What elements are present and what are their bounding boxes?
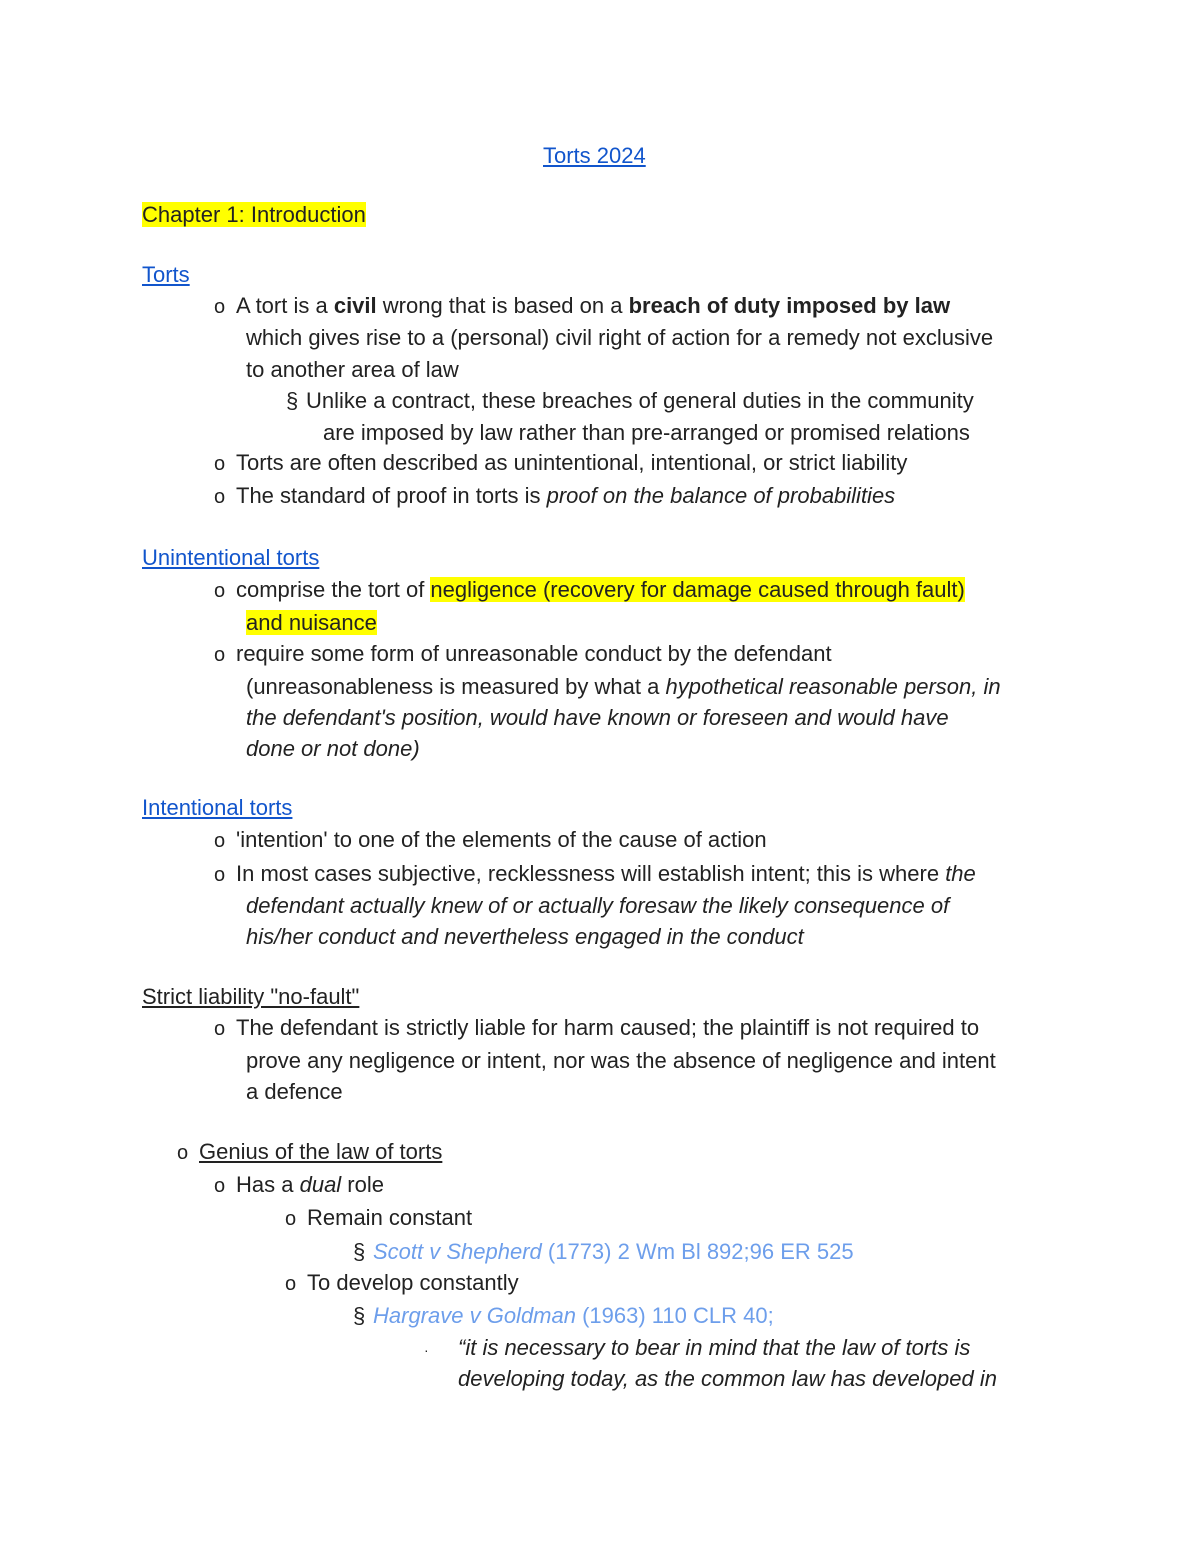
section-bullet-icon: §: [286, 388, 299, 413]
bullet-o-icon: o: [214, 1018, 226, 1040]
bullet-text-italic: dual: [299, 1172, 342, 1197]
unintentional-bullet-1: [214, 577, 965, 604]
case-name: Scott v Shepherd: [373, 1239, 542, 1264]
intentional-bullet-2-line-3: his/her conduct and nevertheless engaged in the conduct: [246, 924, 804, 949]
unintentional-bullet-2-line-2: [246, 674, 1001, 700]
torts-bullet-1-line-3: to another area of law: [246, 357, 459, 382]
unintentional-bullet-2: [214, 641, 832, 668]
bullet-o-icon: o: [214, 296, 226, 318]
section-heading-strict-liability: Strict liability "no-fault": [142, 984, 360, 1009]
case-citation: (1773) 2 Wm Bl 892;96 ER 525: [541, 1239, 854, 1264]
bullet-o-icon: o: [214, 864, 226, 886]
chapter-heading-text: Chapter 1: Introduction: [142, 202, 366, 227]
torts-bullet-3: [214, 483, 895, 510]
case-citation: (1963) 110 CLR 40;: [575, 1303, 774, 1328]
bullet-text: Torts are often described as unintentional, intentional, or strict liability: [236, 450, 908, 475]
bullet-o-icon: o: [285, 1273, 297, 1295]
intentional-bullet-2: [214, 861, 976, 888]
case-hargrave-v-goldman: [353, 1303, 774, 1329]
genius-heading: [177, 1139, 442, 1166]
dot-bullet-icon: ·: [424, 1342, 429, 1358]
bullet-text: To develop constantly: [307, 1270, 519, 1295]
section-bullet-icon: §: [353, 1239, 366, 1264]
quote-line-1: [424, 1335, 970, 1363]
genius-dual-role: [214, 1172, 384, 1199]
bullet-o-icon: o: [214, 453, 226, 475]
section-heading-unintentional-torts[interactable]: Unintentional torts: [142, 545, 320, 570]
genius-heading-text: Genius of the law of torts: [199, 1139, 443, 1164]
bullet-o-icon: o: [285, 1208, 297, 1230]
bullet-text: The standard of proof in torts is: [236, 483, 547, 508]
bullet-text: comprise the tort of: [236, 577, 431, 602]
bullet-o-icon: o: [214, 830, 226, 852]
quote-text: “it is necessary to bear in mind that the law of torts is: [458, 1335, 971, 1360]
section-bullet-icon: §: [353, 1303, 366, 1328]
case-name: Hargrave v Goldman: [373, 1303, 576, 1328]
strict-bullet-1-line-2: prove any negligence or intent, nor was the absence of negligence and intent: [246, 1048, 996, 1073]
torts-bullet-1-line-2: which gives rise to a (personal) civil right of action for a remedy not exclusive: [246, 325, 994, 350]
bullet-text-bold: breach of duty imposed by law: [628, 293, 951, 318]
section-heading-torts[interactable]: Torts: [142, 262, 190, 287]
bullet-text-italic: the: [945, 861, 976, 886]
bullet-o-icon: o: [177, 1142, 189, 1164]
strict-bullet-1: [214, 1015, 979, 1042]
bullet-text-highlight: negligence (recovery for damage caused through fault): [430, 577, 965, 602]
bullet-o-icon: o: [214, 486, 226, 508]
chapter-heading: [142, 202, 366, 228]
genius-develop-constantly: [285, 1270, 519, 1297]
intentional-bullet-2-line-2: defendant actually knew of or actually foresaw the likely consequence of: [246, 893, 950, 918]
bullet-text: In most cases subjective, recklessness will establish intent; this is where: [236, 861, 946, 886]
bullet-text: wrong that is based on a: [376, 293, 629, 318]
bullet-text: require some form of unreasonable conduct by the defendant: [236, 641, 832, 666]
torts-bullet-2: [214, 450, 907, 477]
bullet-o-icon: o: [214, 580, 226, 602]
bullet-text: 'intention' to one of the elements of the cause of action: [236, 827, 767, 852]
bullet-text: Remain constant: [307, 1205, 473, 1230]
bullet-o-icon: o: [214, 1175, 226, 1197]
bullet-text: role: [341, 1172, 384, 1197]
torts-bullet-1: [214, 293, 950, 320]
case-scott-v-shepherd: [353, 1239, 854, 1265]
bullet-text-italic: hypothetical reasonable person, in: [665, 674, 1001, 699]
section-heading-intentional-torts[interactable]: Intentional torts: [142, 795, 293, 820]
bullet-o-icon: o: [214, 644, 226, 666]
quote-line-2: developing today, as the common law has developed in: [458, 1366, 997, 1391]
torts-subbullet-1: [286, 388, 974, 414]
torts-subbullet-1-line-2: are imposed by law rather than pre-arranged or promised relations: [323, 420, 970, 445]
unintentional-bullet-1-line-2: [246, 610, 377, 636]
genius-remain-constant: [285, 1205, 472, 1232]
document-title[interactable]: Torts 2024: [543, 143, 646, 168]
bullet-text: A tort is a: [236, 293, 334, 318]
bullet-text: Has a: [236, 1172, 300, 1197]
bullet-text-italic: proof on the balance of probabilities: [546, 483, 896, 508]
bullet-text: The defendant is strictly liable for harm caused; the plaintiff is not required to: [236, 1015, 980, 1040]
bullet-text-bold: civil: [333, 293, 377, 318]
strict-bullet-1-line-3: a defence: [246, 1079, 343, 1104]
unintentional-bullet-2-line-3: the defendant's position, would have known or foreseen and would have: [246, 705, 949, 730]
unintentional-bullet-2-line-4: done or not done): [246, 736, 420, 761]
intentional-bullet-1: [214, 827, 767, 854]
subbullet-text: Unlike a contract, these breaches of general duties in the community: [306, 388, 974, 413]
bullet-text: (unreasonableness is measured by what a: [246, 674, 666, 699]
bullet-text-highlight: and nuisance: [246, 610, 377, 635]
